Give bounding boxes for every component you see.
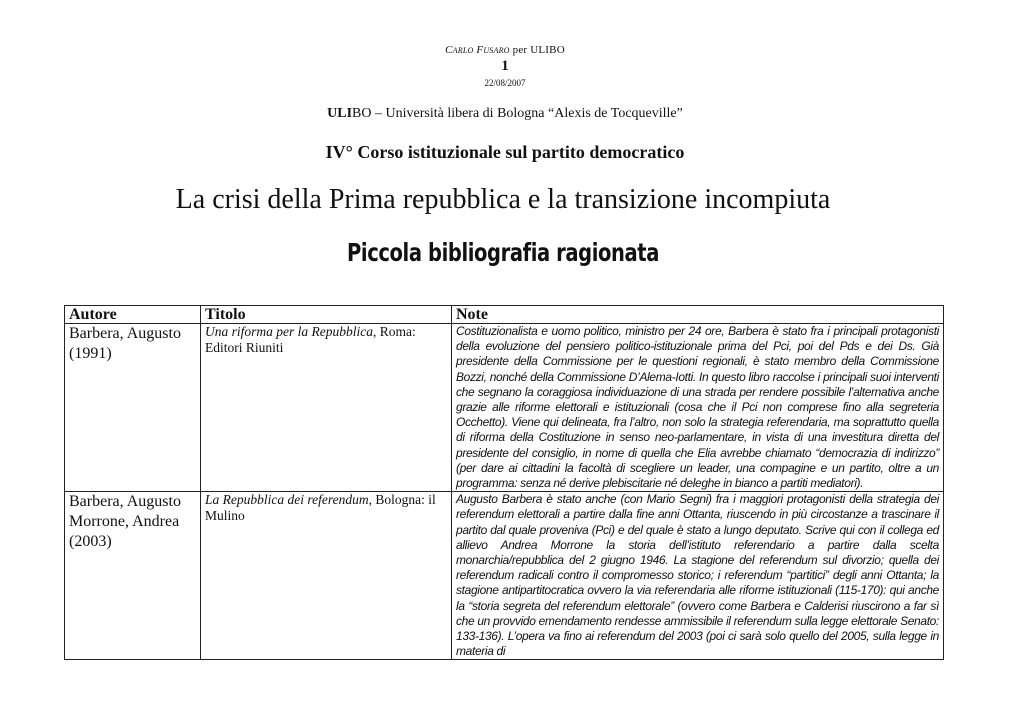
author-line: (1991) (69, 345, 112, 362)
column-header-title: Titolo (201, 306, 452, 324)
header-date: 22/08/2007 (484, 78, 526, 88)
title-cell (201, 324, 452, 492)
book-title: Una riforma per la Repubblica (205, 324, 373, 339)
note-cell (452, 492, 944, 660)
bibliography-table (64, 305, 944, 660)
header-org-rest: BO (549, 44, 565, 56)
author-cell (65, 324, 201, 492)
table-header-row (65, 306, 944, 324)
column-header-author: Autore (65, 306, 201, 324)
table-row (65, 492, 944, 660)
institution-line (0, 106, 1010, 122)
author-line: (2003) (69, 533, 112, 551)
note-text: Augusto Barbera è stato anche (con Mario Segni) fra i maggiori protagonisti della strategia dei referendum elettorali a partire dalla fine anni Ottanta, riuscendo in più circostanze a trascinare il partito dal quale proveniva (Pci) e del quale è stato a lungo deputato. Scrive qui con il collega ed allievo Andrea Morrone la storia dell’istituto referendario a partire dalla scelta monarchia/repubblica del 2 giugno 1946. La stagione del referendum sul divorzio; quella dei referendum radicali contro il compromesso storico; i referendum “partitici” degli anni Ottanta; la stagione antipartitocratica ovvero la via referendaria alle riforme istituzionali (115-170): qui anche la “storia segreta del referendum elettorale” (ovvero come Barbera e Calderisi riuscirono a far sì che un provvido emendamento rendesse ammissibile il referendum sulla legge elettorale Senato: 133-136). L’opera va fino ai referendum del 2003 (poi ci sarà solo quello del 2005, sulla legge in materia di (456, 492, 939, 659)
header-org (530, 44, 565, 56)
author-line: Barbera, Augusto (69, 325, 181, 342)
note-cell: Costituzionalista e uomo politico, ministro per 24 ore, Barbera è stato fra i principali protagonisti della evoluzione del pensiero politico-istituzionale prima del Pci, poi del Pds e dei Ds. Già presidente della Commissione per le questioni regionali, è stato membro della Commissione Bozzi, nonché della Commissione D’Alema-Iotti. In questo libro raccolse i principali suoi interventi che segnano la coraggiosa individuazione di una strada per rendere possibile l’alternativa anche grazie alle riforme elettorali e istituzionali (cosa che il Pci non comprese fino alla segreteria Occhetto). Viene qui delineata, fra l’altro, non solo la strategia referendaria, ma soprattutto quella di riforma della Costituzione in senso neo-parlamentare, in vista di una investitura diretta del presidente del consiglio, in nome di quella che Elia avrebbe chiamato “democrazia di indirizzo” (per dare ai cittadini la facoltà di scegliere un leader, una compagine e un partito, oltre a un programma: senza né derive plebiscitarie né deleghe in bianco a partiti mediatori). (452, 324, 944, 492)
author-line: Barbera, Augusto (69, 493, 181, 511)
main-title: La crisi della Prima repubblica e la transizione incompiuta (175, 184, 831, 215)
column-header-note: Note (452, 306, 944, 324)
page-number: 1 (501, 58, 509, 74)
institution-bold: ULI (327, 106, 353, 121)
publisher: , Roma: Editori Riuniti (205, 324, 416, 355)
publisher: , Bologna: il Mulino (205, 492, 436, 524)
running-header (0, 44, 1010, 56)
table-row (65, 324, 944, 492)
course-title: IV° Corso istituzionale sul partito democratico (325, 142, 685, 162)
institution-rest: BO – Università libera di Bologna “Alexis de Tocqueville” (352, 106, 683, 121)
book-title: La Repubblica dei referendum (205, 492, 369, 508)
header-per: per (512, 44, 528, 56)
author-cell (65, 492, 201, 660)
bibliography-subtitle: Piccola bibliografia ragionata (347, 238, 659, 267)
header-author: Carlo Fusaro (445, 44, 510, 56)
title-cell (201, 492, 452, 660)
author-line: Morrone, Andrea (69, 513, 180, 531)
header-org-bold: ULI (530, 44, 550, 56)
